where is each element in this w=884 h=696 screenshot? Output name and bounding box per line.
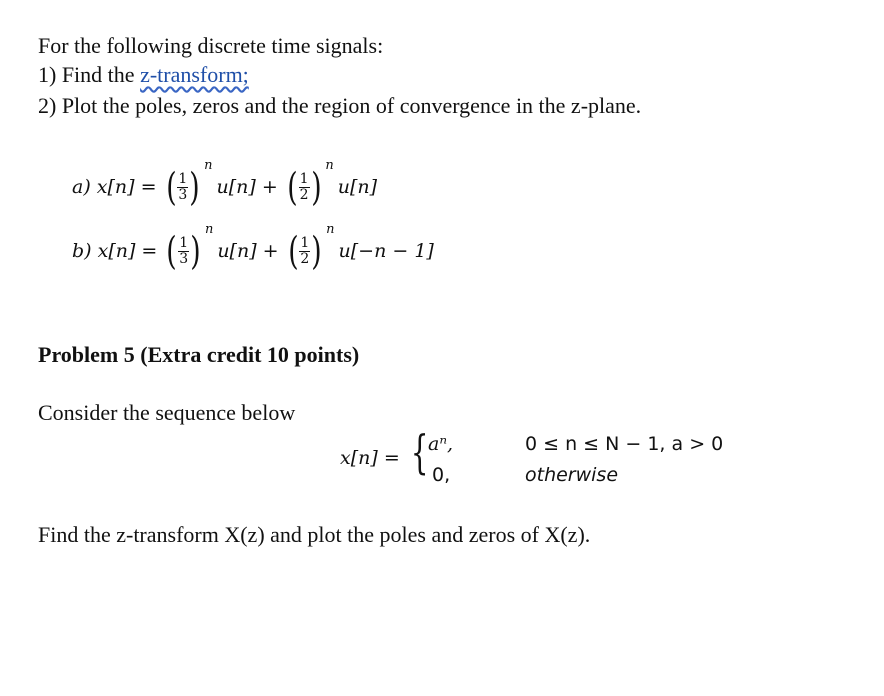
equation-a-fraction-1: ( $\frac{1}{3}$ ) bbox=[165, 165, 200, 209]
piecewise-case-2-value: 0, bbox=[432, 464, 451, 486]
equation-b-step-1: u[n] + bbox=[217, 240, 279, 262]
piecewise-case-1-value: aⁿ, bbox=[428, 433, 454, 455]
equation-a bbox=[72, 157, 378, 212]
piecewise-lhs: x[n] = bbox=[340, 447, 400, 469]
equation-b-step-2: u[−n − 1] bbox=[338, 240, 434, 262]
intro-line-1: For the following discrete time signals: bbox=[38, 33, 384, 58]
problem-5-intro: Consider the sequence below bbox=[38, 400, 296, 425]
equation-a-step-2: u[n] bbox=[337, 176, 378, 198]
equation-a-exponent-1: n bbox=[204, 157, 213, 173]
problem-5-task: Find the z-transform X(z) and plot the poles and zeros of X(z). bbox=[38, 522, 591, 547]
equation-b-fraction-2: ( $\frac{1}{2}$ ) bbox=[287, 229, 322, 273]
piecewise-brace: { bbox=[410, 425, 429, 479]
equation-a-label: a) x[n] = bbox=[72, 176, 157, 198]
equation-a-step-1: u[n] + bbox=[216, 176, 278, 198]
equation-b-label: b) x[n] = bbox=[72, 240, 158, 262]
equation-a-fraction-2: ( $\frac{1}{2}$ ) bbox=[286, 165, 322, 209]
z-transform-link[interactable]: z-transform; bbox=[140, 62, 249, 87]
intro-line-2-prefix: 1) Find the bbox=[38, 62, 141, 87]
equation-b-exponent-1: n bbox=[204, 221, 214, 237]
intro-line-3: 2) Plot the poles, zeros and the region of convergence in the z-plane. bbox=[38, 93, 642, 118]
problem-5-heading: Problem 5 (Extra credit 10 points) bbox=[38, 342, 360, 367]
intro-line-2 bbox=[38, 62, 249, 88]
equation-b-fraction-1: ( $\frac{1}{3}$ ) bbox=[166, 229, 201, 273]
equation-a-exponent-2: n bbox=[325, 157, 334, 173]
equation-b-exponent-2: n bbox=[326, 221, 335, 237]
piecewise-case-1-condition: 0 ≤ n ≤ N − 1, a > 0 bbox=[525, 433, 724, 455]
equation-b bbox=[72, 221, 434, 276]
piecewise-case-2-condition: otherwise bbox=[525, 464, 619, 486]
